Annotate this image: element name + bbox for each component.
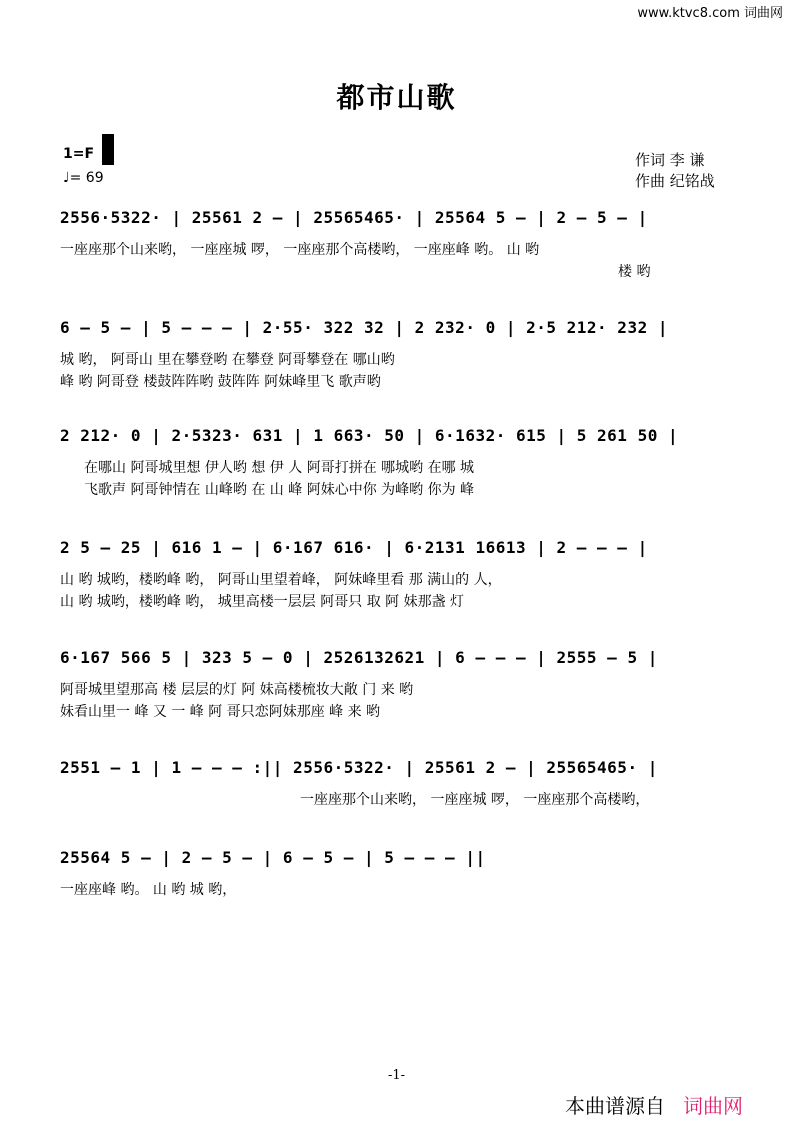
site-watermark: www.ktvc8.com 词曲网: [637, 6, 783, 21]
footer-text: 本曲谱源自: [565, 1094, 665, 1118]
lyric-line-1: 阿哥城里望那高 楼 层层的灯 阿 妹高楼梳妆大敞 门 来 哟: [60, 682, 414, 698]
lyric-line-1: 一座座那个山来哟， 一座座城 啰， 一座座那个高楼哟，: [300, 792, 650, 808]
lyric-line-1: 一座座峰 哟。 山 哟 城 哟，: [60, 882, 237, 898]
time-signature: [102, 134, 112, 164]
notation-line: 2556·5322· | 25561 2 – | 25565465· | 25564 5 – | 2 – 5 – |: [60, 208, 648, 227]
notation-line: 6 – 5 – | 5 – – – | 2·55· 322 32 | 2 232· 0 | 2·5 212· 232 |: [60, 318, 668, 337]
lyric-line-2: 楼 哟: [618, 264, 651, 280]
notation-line: 2 212· 0 | 2·5323· 631 | 1 663· 50 | 6·1632· 615 | 5 261 50 |: [60, 426, 679, 445]
lyric-line-2: 飞歌声 阿哥钟情在 山峰哟 在 山 峰 阿妹心中你 为峰哟 你为 峰: [84, 482, 475, 498]
lyric-line-2: 妹看山里一 峰 又 一 峰 阿 哥只恋阿妹那座 峰 来 哟: [60, 704, 381, 720]
composer-credit: 作曲 纪铭战: [635, 172, 715, 190]
notation-line: 2551 – 1 | 1 – – – :|| 2556·5322· | 25561 2 – | 25565465· |: [60, 758, 658, 777]
lyric-line-2: 峰 哟 阿哥登 楼鼓阵阵哟 鼓阵阵 阿妹峰里飞 歌声哟: [60, 374, 381, 390]
lyric-line-1: 一座座那个山来哟， 一座座城 啰， 一座座那个高楼哟， 一座座峰 哟。 山 哟: [60, 242, 540, 258]
lyricist-credit: 作词 李 谦: [635, 151, 705, 169]
lyric-line-1: 山 哟 城哟，楼哟峰 哟， 阿哥山里望着峰， 阿妹峰里看 那 满山的 人，: [60, 572, 502, 588]
page-number: -1-: [387, 1068, 406, 1083]
lyric-line-1: 在哪山 阿哥城里想 伊人哟 想 伊 人 阿哥打拼在 哪城哟 在哪 城: [84, 460, 475, 476]
song-title: 都市山歌: [336, 81, 457, 114]
notation-line: 6·167 566 5 | 323 5 – 0 | 2526132621 | 6 – – – | 2555 – 5 |: [60, 648, 658, 667]
notation-line: 2 5 – 25 | 616 1 – | 6·167 616· | 6·2131 16613 | 2 – – – |: [60, 538, 648, 557]
tempo-marking: ♩= 69: [63, 170, 104, 186]
footer-brand: 词曲网: [683, 1094, 743, 1118]
lyric-line-1: 城 哟， 阿哥山 里在攀登哟 在攀登 阿哥攀登在 哪山哟: [60, 352, 395, 368]
key-signature: 1=F: [63, 146, 95, 162]
lyric-line-2: 山 哟 城哟，楼哟峰 哟， 城里高楼一层层 阿哥只 取 阿 妹那盏 灯: [60, 594, 465, 610]
source-footer: [565, 1090, 743, 1119]
time-signature-line: [102, 134, 114, 165]
notation-line: 25564 5 – | 2 – 5 – | 6 – 5 – | 5 – – – ||: [60, 848, 486, 867]
